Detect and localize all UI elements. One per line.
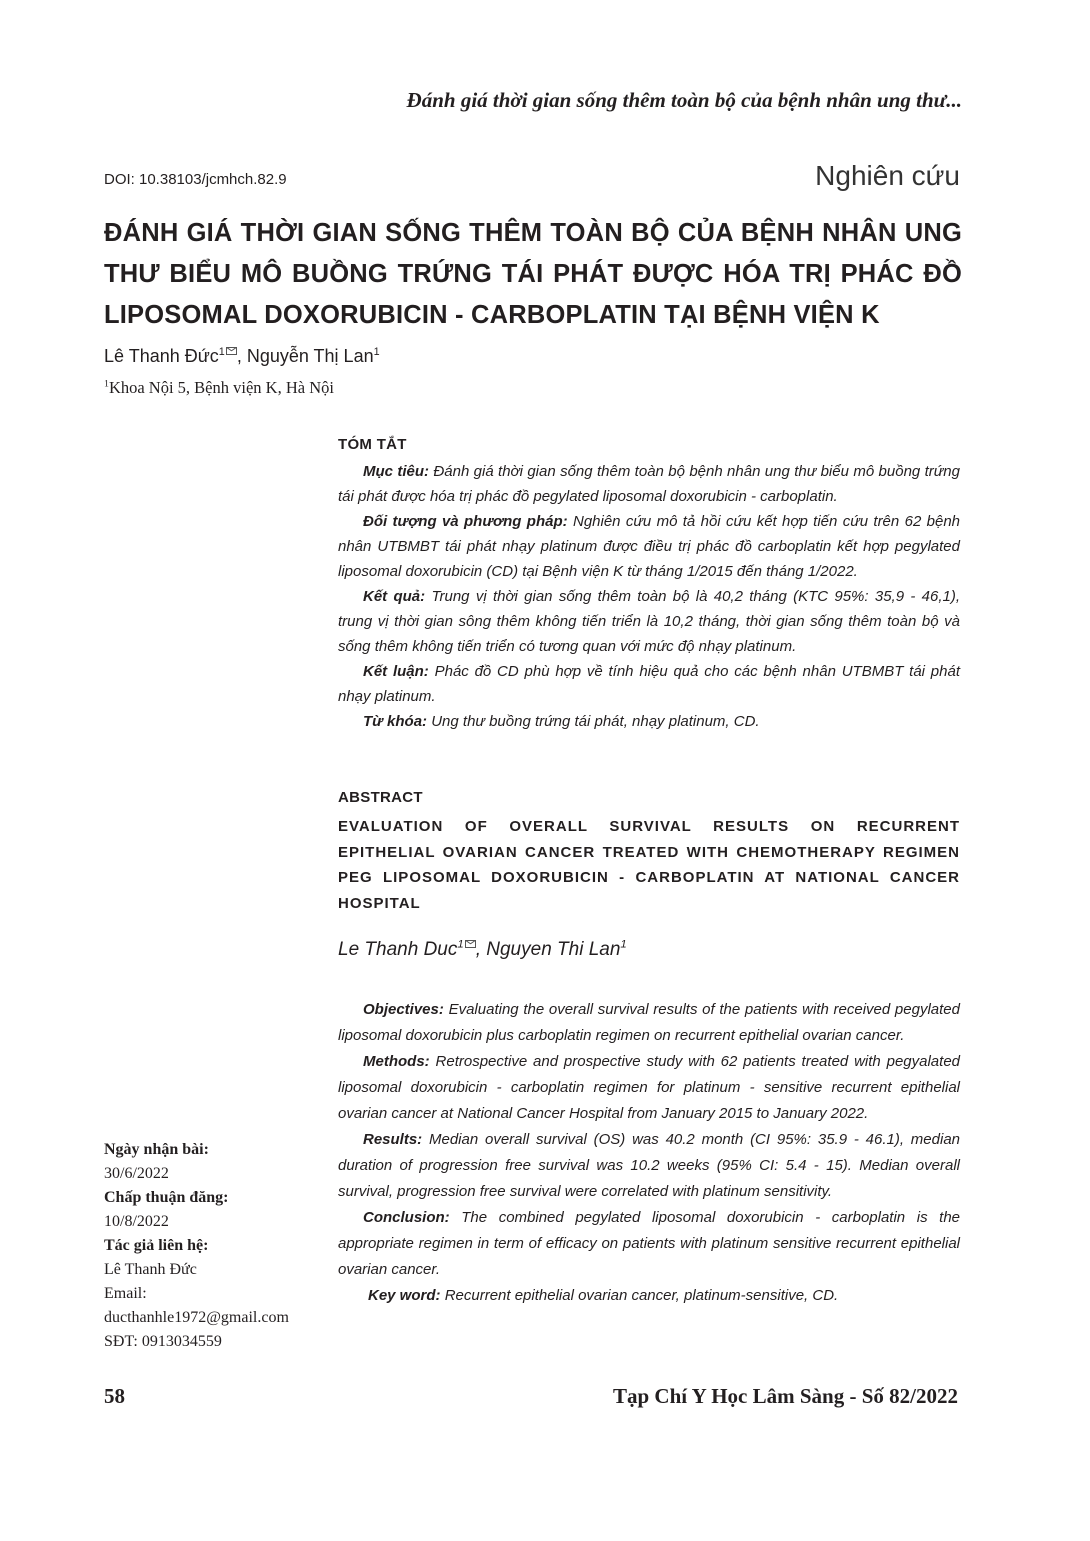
- paragraph-text: Retrospective and prospective study with 62 patients treated with pegyalated liposomal doxorubicin - carboplatin regimen for platinum - sensitive recurrent epithelial ovarian cancer at National Cancer Hospital from January 2015 to January 2022.: [338, 1053, 960, 1122]
- abstract-methods: [338, 1049, 960, 1127]
- title-line: ĐÁNH GIÁ THỜI GIAN SỐNG THÊM TOÀN BỘ CỦA BỆNH NHÂN UNG: [104, 219, 962, 247]
- paragraph-label: Results:: [363, 1131, 423, 1148]
- author-name: Le Thanh Duc: [338, 939, 458, 960]
- paragraph-label: Mục tiêu:: [363, 463, 430, 480]
- author-affiliation-mark: 1: [620, 938, 627, 951]
- english-abstract: [338, 997, 960, 1309]
- doi: DOI: 10.38103/jcmhch.82.9: [104, 171, 287, 188]
- paragraph-text: Nghiên cứu mô tả hồi cứu kết hợp tiến cứu trên 62 bệnh nhân UTBMBT tái phát nhạy platinum được điều trị phác đồ carboplatin kết hợp pegylated liposomal doxorubicin (CD) tại Bệnh viện K từ tháng 1/2015 đến tháng 1/2022.: [338, 513, 961, 580]
- journal-name: Tạp Chí Y Học Lâm Sàng - Số 82/2022: [613, 1384, 958, 1408]
- paragraph-text: Median overall survival (OS) was 40.2 month (CI 95%: 35.9 - 46.1), median duration of progression free survival was 10.2 weeks (95% CI: 5.4 - 15). Median overall survival, progression free survival were correlated with platinum sensitivity.: [338, 1131, 961, 1200]
- phone-number: SĐT: 0913034559: [104, 1333, 222, 1350]
- envelope-icon: [226, 347, 237, 355]
- article-info-sidebar: [104, 1138, 324, 1354]
- paragraph-label: Conclusion:: [363, 1209, 450, 1226]
- author-name: Nguyen Thi Lan: [486, 939, 621, 960]
- vietnamese-abstract: [338, 436, 960, 734]
- affiliation-mark: 1: [104, 378, 109, 390]
- abstract-keywords: [338, 1283, 960, 1309]
- email-address[interactable]: ducthanhle1972@gmail.com: [104, 1309, 289, 1326]
- email-label: Email:: [104, 1285, 147, 1302]
- section-label: Nghiên cứu: [815, 160, 960, 191]
- paragraph-label: Kết luận:: [363, 663, 429, 680]
- page-number: 58: [104, 1384, 125, 1408]
- abstract-results: [338, 584, 960, 659]
- paragraph-text: Evaluating the overall survival results of the patients with received pegylated liposomal doxorubicin plus carboplatin regimen on recurrent epithelial ovarian cancer.: [338, 1001, 960, 1044]
- english-title-line: HOSPITAL: [338, 894, 421, 912]
- abstract-objective: [338, 459, 960, 509]
- abstract-conclusion: [338, 1205, 960, 1283]
- paragraph-label: Objectives:: [363, 1001, 444, 1018]
- abstract-results: [338, 1127, 960, 1205]
- running-head: Đánh giá thời gian sống thêm toàn bộ của bệnh nhân ung thư...: [406, 88, 962, 112]
- author-list: Lê Thanh Đức$^1$ , Nguyễn Thị Lan$^1$: [104, 346, 380, 366]
- english-abstract-heading: ABSTRACT: [338, 789, 423, 806]
- title-line: THƯ BIỂU MÔ BUỒNG TRỨNG TÁI PHÁT ĐƯỢC HÓA TRỊ PHÁC ĐỒ: [104, 260, 962, 288]
- paragraph-text: Recurrent epithelial ovarian cancer, platinum-sensitive, CD.: [444, 1287, 839, 1304]
- paragraph-label: Kết quả:: [363, 588, 426, 605]
- paragraph-text: Phác đồ CD phù hợp về tính hiệu quả cho các bệnh nhân UTBMBT tái phát nhạy platinum.: [338, 663, 960, 705]
- english-author-list: Le Thanh Duc$^1$ , Nguyen Thi Lan$^1$: [338, 938, 627, 960]
- received-label: Ngày nhận bài:: [104, 1141, 209, 1158]
- paragraph-label: Từ khóa:: [363, 713, 428, 730]
- paragraph-text: Đánh giá thời gian sống thêm toàn bộ bệnh nhân ung thư biểu mô buồng trứng tái phát được hóa trị phác đồ pegylated liposomal doxorubicin - carboplatin.: [338, 463, 960, 505]
- paragraph-text: The combined pegylated liposomal doxorubicin - carboplatin is the appropriate regimen in term of efficacy on patients with platinum sensitive recurrent epithelial ovarian cancer.: [338, 1209, 961, 1278]
- author-name: Lê Thanh Đức: [104, 346, 219, 366]
- abstract-conclusion: [338, 659, 960, 709]
- english-title-line: EPITHELIAL OVARIAN CANCER TREATED WITH CHEMOTHERAPY REGIMEN: [338, 843, 960, 861]
- abstract-objectives: [338, 997, 960, 1049]
- abstract-keywords: [338, 709, 960, 734]
- accepted-label: Chấp thuận đăng:: [104, 1189, 229, 1206]
- accepted-date: 10/8/2022: [104, 1213, 169, 1230]
- paragraph-text: Ung thư buồng trứng tái phát, nhạy platinum, CD.: [431, 713, 760, 730]
- article-title: [104, 213, 962, 336]
- title-line: LIPOSOMAL DOXORUBICIN - CARBOPLATIN TẠI BỆNH VIỆN K: [104, 301, 880, 329]
- affiliation: [104, 378, 334, 398]
- author-affiliation-mark: 1: [373, 346, 380, 358]
- corresponding-author-label: Tác giả liên hệ:: [104, 1237, 209, 1254]
- english-title-line: EVALUATION OF OVERALL SURVIVAL RESULTS ON RECURRENT: [338, 818, 960, 835]
- envelope-icon: [465, 940, 476, 948]
- paragraph-label: Đối tượng và phương pháp:: [363, 513, 568, 530]
- author-name: Nguyễn Thị Lan: [246, 346, 374, 366]
- affiliation-text: Khoa Nội 5, Bệnh viện K, Hà Nội: [108, 378, 334, 397]
- paragraph-text: Trung vị thời gian sống thêm toàn bộ là 40,2 tháng (KTC 95%: 35,9 - 46,1), trung vị thời gian sông thêm không tiến triển là 10,2 tháng, thời gian sống thêm toàn bộ và sống thêm không tiến triển có tương quan với mức độ nhạy platinum.: [338, 588, 961, 655]
- english-title: [338, 814, 960, 916]
- english-title-line: PEG LIPOSOMAL DOXORUBICIN - CARBOPLATIN AT NATIONAL CANCER: [338, 869, 960, 886]
- abstract-heading: TÓM TẮT: [338, 436, 407, 453]
- corresponding-author-name: Lê Thanh Đức: [104, 1261, 197, 1278]
- paragraph-label: Methods:: [363, 1053, 430, 1070]
- paragraph-label: Key word:: [368, 1287, 441, 1304]
- received-date: 30/6/2022: [104, 1165, 169, 1182]
- author-affiliation-mark: 1: [218, 346, 225, 358]
- abstract-methods: [338, 509, 960, 584]
- author-affiliation-mark: 1: [457, 938, 464, 951]
